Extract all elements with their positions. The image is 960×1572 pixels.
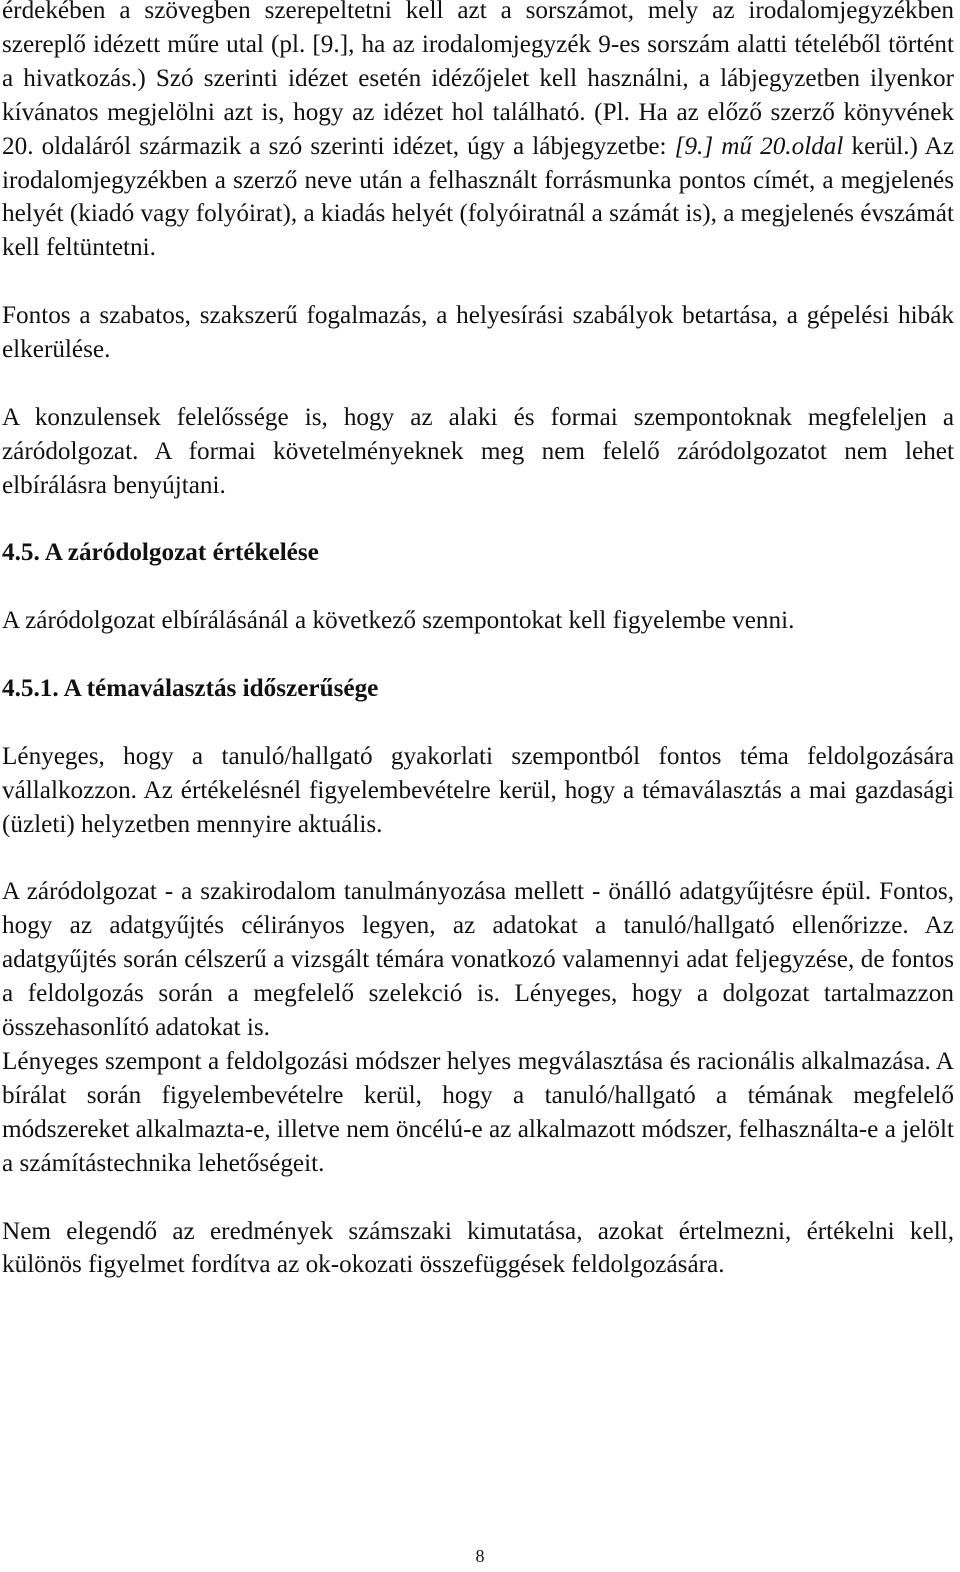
page-number: 8	[475, 1546, 485, 1566]
paragraph-evaluation-intro: A záródolgozat elbírálásánál a következő szempontokat kell figyelembe venni.	[2, 607, 795, 635]
paragraph-consultants: A konzulensek felelőssége is, hogy az alaki és formai szempontoknak megfeleljen a záródolgozat. A formai követelményeknek meg nem felelő záródolgozatot nem lehet elbírálásra benyújtani.	[2, 403, 954, 499]
paragraph-citation-rules	[2, 0, 954, 265]
paragraph-methods: Lényeges szempont a feldolgozási módszer helyes megválasztása és racionális alkalmazása. A bírálat során figyelembevételre kerül, hogy a tanuló/hallgató a témának megfelelő módszereket alkalmazta-e, illetve nem öncélú-e az alkalmazott módszer, felhasználta-e a jelölt a számítástechnika lehetőségeit.	[2, 1047, 954, 1177]
paragraph-topic-relevance: Lényeges, hogy a tanuló/hallgató gyakorlati szempontból fontos téma feldolgozására vállalkozzon. Az értékelésnél figyelembevételre kerül, hogy a témaválasztás a mai gazdasági (üzleti) helyzetben mennyire aktuális.	[2, 742, 954, 838]
paragraph-data-collection: A záródolgozat - a szakirodalom tanulmányozása mellett - önálló adatgyűjtésre épül. Fontos, hogy az adatgyűjtés célirányos legyen, az adatokat a tanuló/hallgató ellenőrizze. Az adatgyűjtés során célszerű a vizsgált témára vonatkozó valamennyi adat feljegyzése, de fontos a feldolgozás során a megfelelő szelekció is. Lényeges, hogy a dolgozat tartalmazzon összehasonlító adatokat is.	[2, 878, 954, 1042]
subsection-heading-topic-relevance: 4.5.1. A témaválasztás időszerűsége	[2, 675, 379, 703]
document-page	[2, 0, 954, 1282]
footnote-example: [9.] mű 20.oldal	[674, 132, 844, 160]
paragraph-citation-rules-text-a: érdekében a szövegben szerepeltetni kell azt a sorszámot, mely az irodalomjegyzékben szereplő idézett műre utal (pl. [9.], ha az irodalomjegyzék 9-es sorszám alatti tételéből történt a hivatkozás.) Szó szerinti idézet esetén idézőjelet kell használni, a lábjegyzetben ilyenkor kívánatos megjelölni azt is, hogy az idézet hol található. (Pl. Ha az előző szerző könyvének 20. oldaláról származik a szó szerinti idézet, úgy a lábjegyzetbe:	[2, 0, 954, 160]
section-heading-evaluation: 4.5. A záródolgozat értékelése	[2, 539, 319, 567]
paragraph-results: Nem elegendő az eredmények számszaki kimutatása, azokat értelmezni, értékelni kell, különös figyelmet fordítva az ok-okozati összefüggések feldolgozására.	[2, 1217, 954, 1279]
paragraph-wording: Fontos a szabatos, szakszerű fogalmazás, a helyesírási szabályok betartása, a gépelési hibák elkerülése.	[2, 302, 954, 364]
paragraph-citation-rules-text-b: kerül.) Az irodalomjegyzékben a szerző neve után a felhasznált forrásmunka pontos címét, a megjelenés helyét (kiadó vagy folyóirat), a kiadás helyét (folyóiratnál a számát is), a megjelenés évszámát kell feltüntetni.	[2, 132, 955, 262]
